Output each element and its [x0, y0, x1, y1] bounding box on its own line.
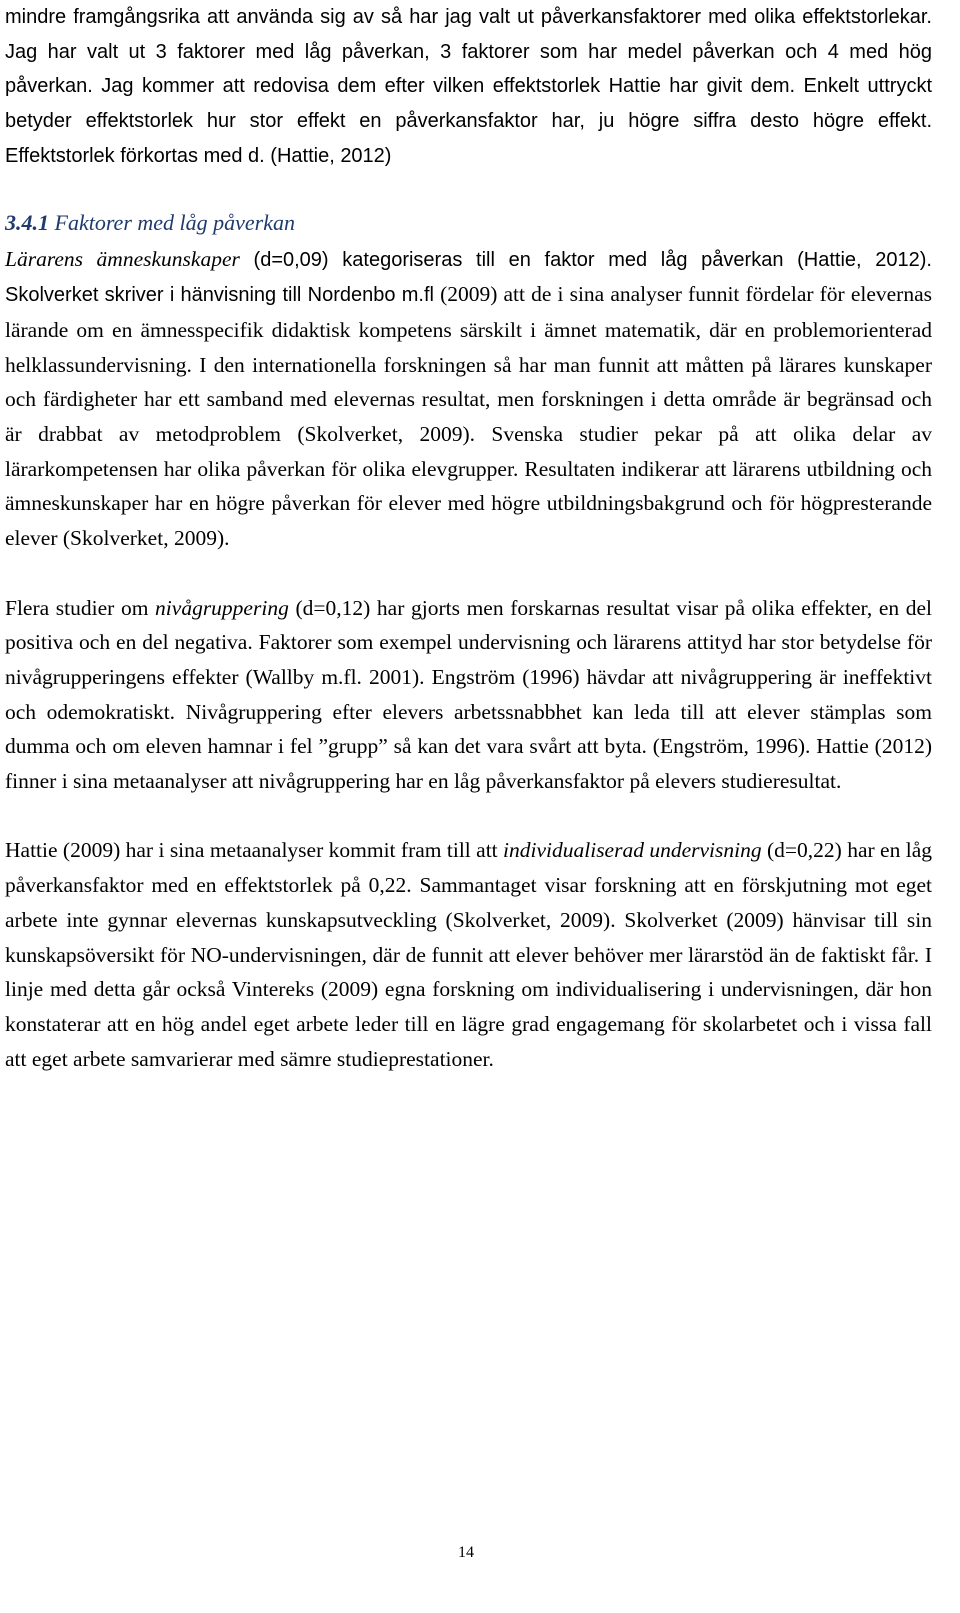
term-ability-grouping: nivågruppering [155, 595, 289, 620]
section-number: 3.4.1 [5, 209, 49, 235]
term-teacher-knowledge: Lärarens ämneskunskaper [5, 246, 240, 271]
intro-text: mindre framgångsrika att använda sig av så har jag valt ut påverkansfaktorer med olika effektstorlekar. Jag har valt ut 3 faktorer med låg påverkan, 3 faktorer som har medel påverkan och 4 med hög påverkan. Jag kommer att redovisa dem efter vilken effektstorlek Hattie har givit dem. Enkelt uttryckt betyder effektstorlek hur stor effekt en påverkansfaktor har, ju högre siffra desto högre effekt. Effektstorlek förkortas med d. (Hattie, 2012) [5, 6, 932, 167]
paragraph-ability-grouping-before: Flera studier om [5, 595, 156, 620]
page-number: 14 [458, 1544, 474, 1561]
paragraph-individualized-before: Hattie (2009) har i sina metaanalyser kommit fram till att [5, 838, 504, 863]
paragraph-teacher-knowledge [5, 242, 932, 556]
paragraph-ability-grouping [5, 591, 932, 799]
intro-paragraph [5, 0, 932, 174]
section-title: Faktorer med låg påverkan [54, 209, 296, 235]
paragraph-ability-grouping-after: (d=0,12) har gjorts men forskarnas resultat visar på olika effekter, en del positiva och en del negativa. Faktorer som exempel undervisning och lärarens attityd har stor betydelse för nivågrupperingens effekter (Wallby m.fl. 2001). Engström (1996) hävdar att nivågruppering är ineffektivt och odemokratiskt. Nivågruppering efter elevers arbetssnabbhet kan leda till att elever stämplas som dumma och om eleven hamnar i fel ”grupp” så kan det vara svårt att byta. (Engström, 1996). Hattie (2012) finner i sina metaanalyser att nivågruppering har en låg påverkansfaktor på elevers studieresultat. [5, 595, 932, 794]
paragraph-individualized-teaching [5, 833, 932, 1076]
paragraph-teacher-knowledge-rest: (2009) att de i sina analyser funnit fördelar för elevernas lärande om en ämnesspecifik didaktisk kompetens särskilt i ämnet matematik, där en problemorienterad helklassundervisning. I den internationella forskningen så har man funnit att måtten på lärares kunskaper och färdigheter har ett samband med elevernas resultat, men forskningen i detta område är begränsad och är drabbat av metodproblem (Skolverket, 2009). Svenska studier pekar på att olika delar av lärarkompetensen har olika påverkan för olika elevgrupper. Resultaten indikerar att lärarens utbildning och ämneskunskaper har en högre påverkan för elever med högre utbildningsbakgrund och för högpresterande elever (Skolverket, 2009). [5, 282, 932, 551]
section-heading [5, 206, 932, 240]
document-page [5, 0, 932, 1076]
paragraph-individualized-after: (d=0,22) har en låg påverkansfaktor med en effektstorlek på 0,22. Sammantaget visar forskning att en förskjutning mot eget arbete inte gynnar elevernas kunskapsutveckling (Skolverket, 2009). Skolverket (2009) hänvisar till sin kunskapsöversikt för NO-undervisningen, där de funnit att elever behöver mer lärarstöd än de faktiskt får. I linje med detta går också Vintereks (2009) egna forskning om individualisering i undervisningen, där hon konstaterar att en hög andel eget arbete leder till en lägre grad engagemang för skolarbetet och i vissa fall att eget arbete samvarierar med sämre studieprestationer. [5, 838, 932, 1071]
paragraph-teacher-knowledge-sans: (d=0,09) kategoriseras till en faktor med låg påverkan (Hattie, 2012). Skolverket skriver i hänvisning till Nordenbo m.fl [5, 248, 932, 307]
term-individualized-teaching: individualiserad undervisning [503, 838, 762, 863]
